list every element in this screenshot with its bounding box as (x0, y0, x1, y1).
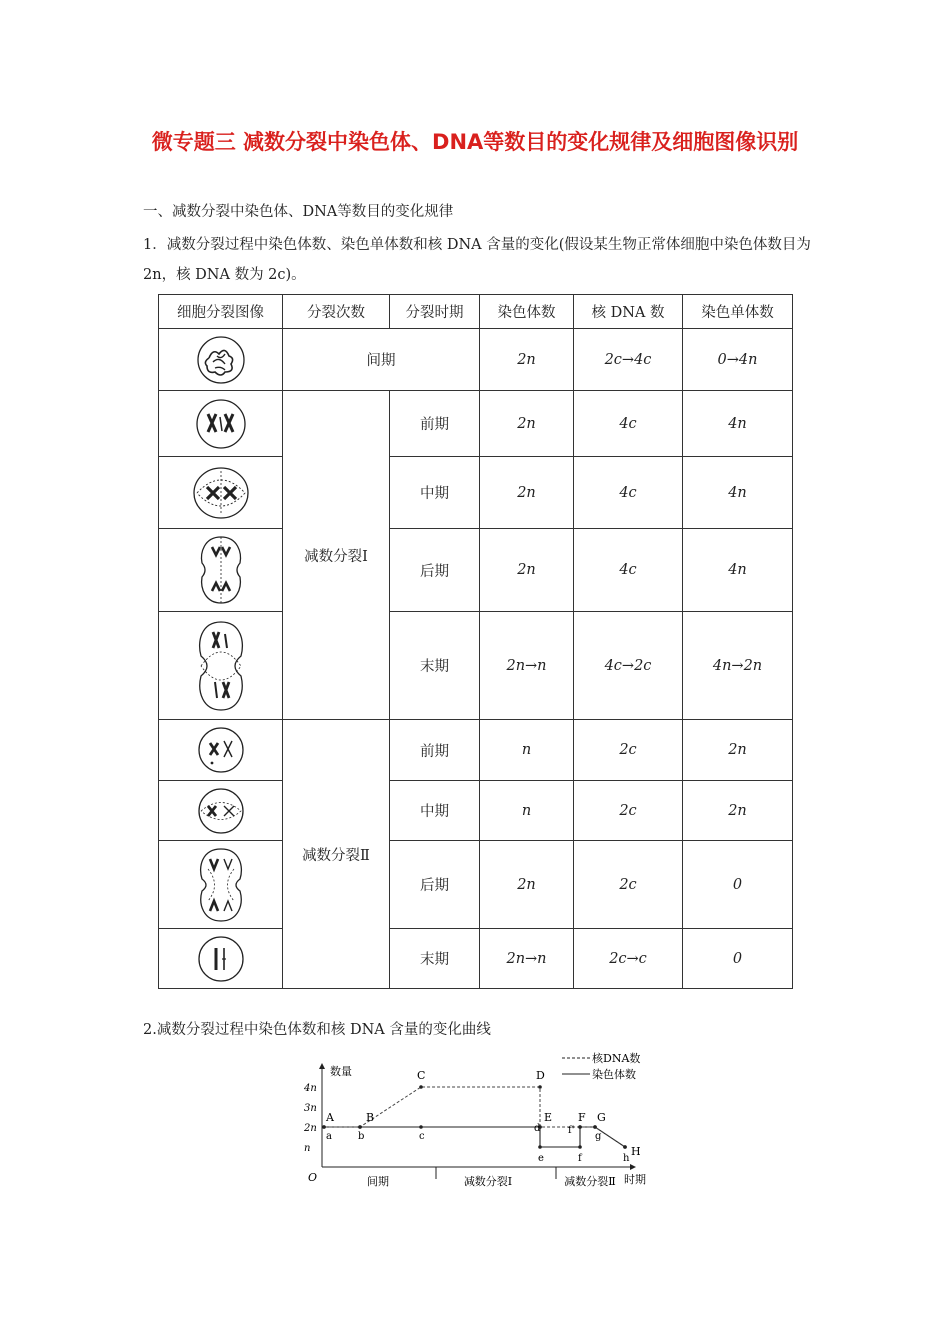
chromatid-count: 4n (683, 457, 793, 529)
chromosome-point (322, 1125, 326, 1129)
chromosome-point-label: b (358, 1131, 365, 1142)
chromosome-point (593, 1125, 597, 1129)
dna-count: 2c→c (574, 929, 683, 989)
chromosome-point (578, 1145, 582, 1149)
chromosome-point-label: f (578, 1153, 582, 1164)
chromosome-point (578, 1125, 582, 1129)
dna-point-label: A (326, 1111, 334, 1124)
cell-image (159, 391, 283, 457)
table-header: 分裂次数 (283, 295, 390, 329)
meiosis-2-label: 减数分裂Ⅱ (283, 720, 390, 989)
cell-image (159, 529, 283, 612)
chromatid-count: 0→4n (683, 329, 793, 391)
stage-label: 中期 (390, 781, 480, 841)
dna-count: 2c (574, 841, 683, 929)
table-row (159, 781, 793, 841)
item-2-text: 2.减数分裂过程中染色体数和核 DNA 含量的变化曲线 (143, 1022, 491, 1038)
chromosome-count: 2n→n (480, 612, 574, 720)
table-row (159, 391, 793, 457)
chromosome-point-label: a (326, 1131, 332, 1142)
chromosome-count: 2n (480, 841, 574, 929)
telophase-2-cell-diagram (196, 934, 246, 984)
dna-point (538, 1085, 542, 1089)
cell-image (159, 781, 283, 841)
chromosome-point (623, 1145, 627, 1149)
chromosome-point-label: f' (568, 1125, 575, 1136)
chromosome-count: 2n (480, 329, 574, 391)
stage-label: 中期 (390, 457, 480, 529)
chromatid-count: 2n (683, 781, 793, 841)
table-row (159, 929, 793, 989)
origin-label: O (308, 1171, 318, 1184)
chromosome-count: n (480, 720, 574, 781)
table-header: 染色单体数 (683, 295, 793, 329)
stage-label: 前期 (390, 391, 480, 457)
stage-label: 后期 (390, 841, 480, 929)
chromosome-point-label: g (595, 1131, 602, 1142)
dna-count: 4c (574, 457, 683, 529)
metaphase-1-cell-diagram (191, 465, 251, 521)
metaphase-2-cell-diagram (196, 786, 246, 836)
dna-point-label: D (536, 1069, 545, 1082)
dna-point-label: C (417, 1069, 426, 1082)
cell-image (159, 929, 283, 989)
table-header: 细胞分裂图像 (159, 295, 283, 329)
page-title: 微专题三 减数分裂中染色体、DNA等数目的变化规律及细胞图像识别 (151, 130, 799, 154)
table-header-row (159, 295, 793, 329)
chromatid-count: 4n (683, 529, 793, 612)
x-axis-arrow (630, 1164, 636, 1170)
chromosome-point-label: d (534, 1123, 541, 1134)
dna-point-label: E (544, 1111, 553, 1124)
cell-image (159, 457, 283, 529)
anaphase-1-cell-diagram (196, 533, 246, 607)
chromosome-count: 2n (480, 457, 574, 529)
chromatid-count: 0 (683, 929, 793, 989)
dna-count: 4c (574, 529, 683, 612)
stage-label: 末期 (390, 612, 480, 720)
section-heading: 一、减数分裂中染色体、DNA等数目的变化规律 (143, 204, 454, 220)
item-1-text: 1．减数分裂过程中染色体数、染色单体数和核 DNA 含量的变化(假设某生物正常体细胞中染色体数目为 2n，核 DNA 数为 2c)。 (143, 237, 811, 283)
meiosis-1-label: 减数分裂Ⅰ (283, 391, 390, 720)
prophase-2-cell-diagram (196, 725, 246, 775)
dna-count: 2c→4c (574, 329, 683, 391)
chromosome-point-label: c (419, 1131, 425, 1142)
y-tick-label: 2n (304, 1123, 317, 1134)
chromosome-point (358, 1125, 362, 1129)
cell-image (159, 612, 283, 720)
legend-chromosome-label: 染色体数 (592, 1068, 636, 1081)
chromosome-count: 2n (480, 529, 574, 612)
dna-point-label: B (366, 1111, 375, 1124)
anaphase-2-cell-diagram (194, 845, 248, 925)
dna-point-label: G (597, 1111, 606, 1124)
meiosis-table (158, 294, 793, 989)
dna-point-label: F (578, 1111, 586, 1124)
phase-label: 减数分裂Ⅰ (463, 1175, 513, 1188)
chromosome-count: n (480, 781, 574, 841)
chromatid-count: 4n (683, 391, 793, 457)
cell-image (159, 720, 283, 781)
chromatid-count: 2n (683, 720, 793, 781)
table-header: 核 DNA 数 (574, 295, 683, 329)
phase-label: 间期 (367, 1175, 389, 1188)
chromatid-count: 0 (683, 841, 793, 929)
dna-count: 4c→2c (574, 612, 683, 720)
interphase-cell-diagram (195, 334, 247, 386)
stage-label: 后期 (390, 529, 480, 612)
prophase-1-cell-diagram (194, 397, 248, 451)
dna-count: 2c (574, 781, 683, 841)
table-row (159, 529, 793, 612)
meiosis-curve-chart (300, 1045, 660, 1195)
cell-image (159, 329, 283, 391)
x-axis-label: 时期 (624, 1173, 646, 1186)
table-row (159, 720, 793, 781)
chromosome-series-line (324, 1127, 625, 1147)
table-header: 染色体数 (480, 295, 574, 329)
chromosome-point (419, 1125, 423, 1129)
chromosome-count: 2n→n (480, 929, 574, 989)
table-row (159, 457, 793, 529)
dna-count: 4c (574, 391, 683, 457)
table-row (159, 612, 793, 720)
y-tick-label: 3n (304, 1103, 317, 1114)
y-tick-label: 4n (304, 1083, 317, 1094)
chromosome-point-label: h (623, 1153, 630, 1164)
stage-label: 前期 (390, 720, 480, 781)
chromosome-count: 2n (480, 391, 574, 457)
interphase-label: 间期 (283, 329, 480, 391)
chromosome-point-label: e (538, 1153, 544, 1164)
dna-point (419, 1085, 423, 1089)
chromatid-count: 4n→2n (683, 612, 793, 720)
y-axis-arrow (319, 1063, 325, 1069)
cell-image (159, 841, 283, 929)
dna-point-label: H (631, 1145, 641, 1158)
telophase-1-cell-diagram (193, 618, 249, 714)
legend-dna-label: 核DNA数 (592, 1052, 641, 1065)
table-header: 分裂时期 (390, 295, 480, 329)
table-row (159, 329, 793, 391)
y-axis-label: 数量 (330, 1065, 352, 1078)
dna-count: 2c (574, 720, 683, 781)
chromosome-point (538, 1145, 542, 1149)
phase-label: 减数分裂Ⅱ (564, 1175, 616, 1188)
table-row (159, 841, 793, 929)
stage-label: 末期 (390, 929, 480, 989)
y-tick-label: n (304, 1143, 311, 1154)
